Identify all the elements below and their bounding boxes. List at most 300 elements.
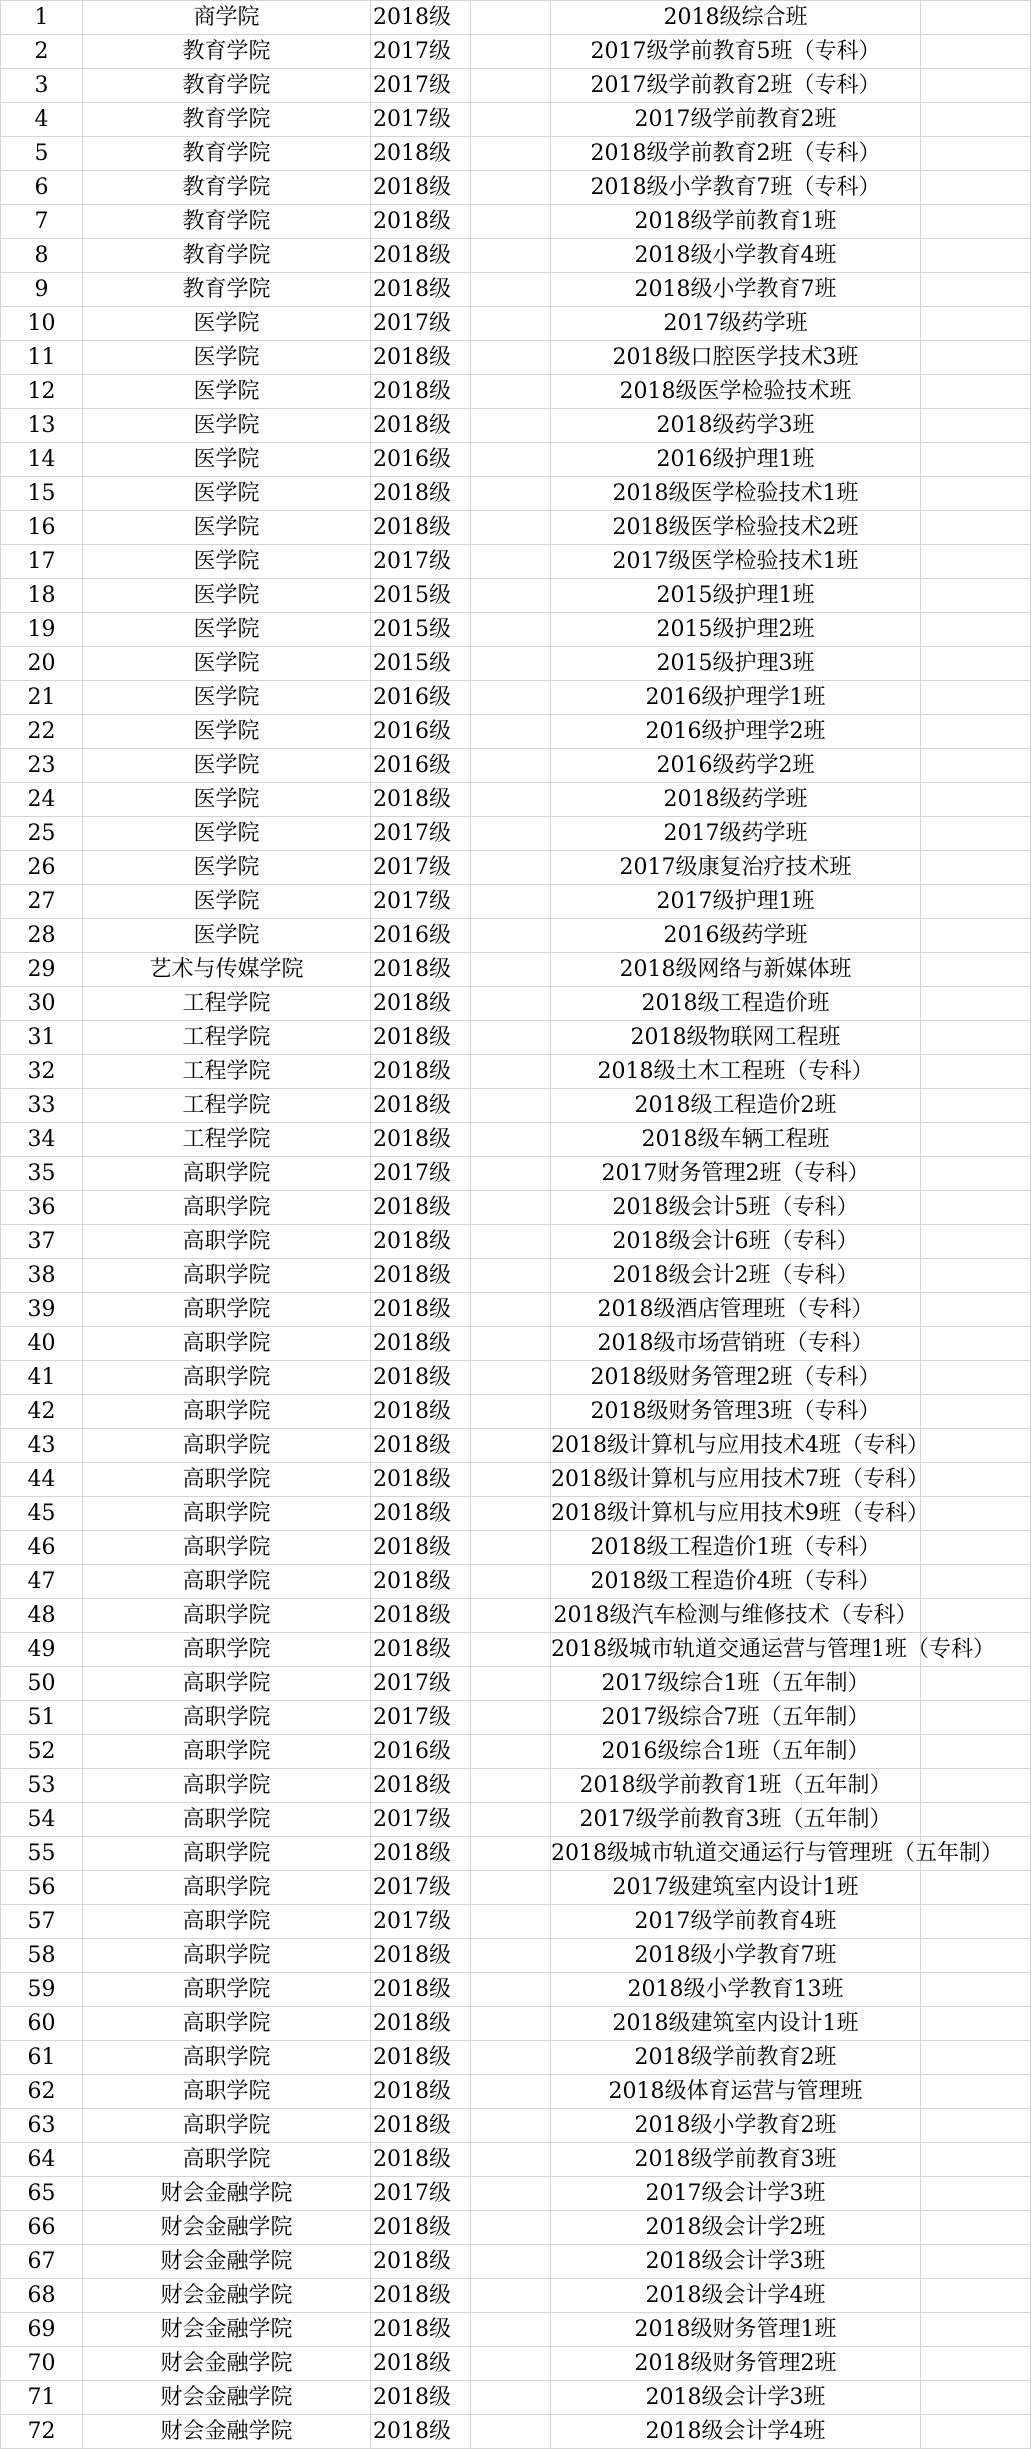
college-cell[interactable]: 财会金融学院	[83, 2279, 371, 2313]
class-name-cell[interactable]: 2018级物联网工程班	[551, 1021, 921, 1055]
grade-cell[interactable]: 2017级	[371, 69, 471, 103]
grade-cell[interactable]: 2018级	[371, 409, 471, 443]
grade-cell[interactable]: 2018级	[371, 1463, 471, 1497]
class-name-cell[interactable]: 2015级护理3班	[551, 647, 921, 681]
row-number-cell[interactable]: 30	[1, 987, 83, 1021]
empty-cell[interactable]	[471, 1021, 551, 1055]
college-cell[interactable]: 高职学院	[83, 1871, 371, 1905]
empty-cell[interactable]	[921, 1599, 1031, 1633]
class-name-cell[interactable]: 2018级酒店管理班（专科）	[551, 1293, 921, 1327]
empty-cell[interactable]	[921, 2007, 1031, 2041]
empty-cell[interactable]	[471, 1973, 551, 2007]
row-number-cell[interactable]: 59	[1, 1973, 83, 2007]
class-name-cell[interactable]: 2018级小学教育4班	[551, 239, 921, 273]
row-number-cell[interactable]: 56	[1, 1871, 83, 1905]
grade-cell[interactable]: 2018级	[371, 1021, 471, 1055]
row-number-cell[interactable]: 41	[1, 1361, 83, 1395]
row-number-cell[interactable]: 50	[1, 1667, 83, 1701]
grade-cell[interactable]: 2015级	[371, 613, 471, 647]
row-number-cell[interactable]: 5	[1, 137, 83, 171]
empty-cell[interactable]	[471, 1429, 551, 1463]
class-name-cell[interactable]: 2018级医学检验技术1班	[551, 477, 921, 511]
grade-cell[interactable]: 2018级	[371, 2279, 471, 2313]
empty-cell[interactable]	[471, 1225, 551, 1259]
college-cell[interactable]: 高职学院	[83, 1837, 371, 1871]
grade-cell[interactable]: 2017级	[371, 1701, 471, 1735]
college-cell[interactable]: 高职学院	[83, 1735, 371, 1769]
empty-cell[interactable]	[921, 2109, 1031, 2143]
grade-cell[interactable]: 2018级	[371, 1837, 471, 1871]
class-name-cell[interactable]: 2017级药学班	[551, 307, 921, 341]
empty-cell[interactable]	[921, 103, 1031, 137]
college-cell[interactable]: 医学院	[83, 681, 371, 715]
grade-cell[interactable]: 2018级	[371, 1497, 471, 1531]
grade-cell[interactable]: 2016级	[371, 919, 471, 953]
empty-cell[interactable]	[921, 681, 1031, 715]
empty-cell[interactable]	[471, 953, 551, 987]
empty-cell[interactable]	[471, 1871, 551, 1905]
college-cell[interactable]: 高职学院	[83, 2007, 371, 2041]
row-number-cell[interactable]: 33	[1, 1089, 83, 1123]
college-cell[interactable]: 教育学院	[83, 205, 371, 239]
empty-cell[interactable]	[921, 749, 1031, 783]
empty-cell[interactable]	[921, 1769, 1031, 1803]
row-number-cell[interactable]: 38	[1, 1259, 83, 1293]
row-number-cell[interactable]: 70	[1, 2347, 83, 2381]
empty-cell[interactable]	[471, 1123, 551, 1157]
class-name-cell[interactable]: 2018级小学教育7班	[551, 273, 921, 307]
row-number-cell[interactable]: 46	[1, 1531, 83, 1565]
empty-cell[interactable]	[921, 715, 1031, 749]
class-name-cell[interactable]: 2018级土木工程班（专科）	[551, 1055, 921, 1089]
empty-cell[interactable]	[921, 817, 1031, 851]
class-name-cell[interactable]: 2017级康复治疗技术班	[551, 851, 921, 885]
grade-cell[interactable]: 2018级	[371, 1565, 471, 1599]
grade-cell[interactable]: 2015级	[371, 579, 471, 613]
empty-cell[interactable]	[471, 1259, 551, 1293]
college-cell[interactable]: 高职学院	[83, 1157, 371, 1191]
empty-cell[interactable]	[471, 579, 551, 613]
row-number-cell[interactable]: 7	[1, 205, 83, 239]
grade-cell[interactable]: 2017级	[371, 35, 471, 69]
empty-cell[interactable]	[921, 2313, 1031, 2347]
empty-cell[interactable]	[471, 749, 551, 783]
empty-cell[interactable]	[921, 205, 1031, 239]
class-name-cell[interactable]: 2017级学前教育4班	[551, 1905, 921, 1939]
grade-cell[interactable]: 2017级	[371, 307, 471, 341]
empty-cell[interactable]	[471, 885, 551, 919]
grade-cell[interactable]: 2018级	[371, 1769, 471, 1803]
row-number-cell[interactable]: 58	[1, 1939, 83, 1973]
class-name-cell[interactable]: 2018级网络与新媒体班	[551, 953, 921, 987]
row-number-cell[interactable]: 54	[1, 1803, 83, 1837]
college-cell[interactable]: 财会金融学院	[83, 2211, 371, 2245]
grade-cell[interactable]: 2017级	[371, 1667, 471, 1701]
empty-cell[interactable]	[921, 1293, 1031, 1327]
empty-cell[interactable]	[921, 1735, 1031, 1769]
empty-cell[interactable]	[921, 647, 1031, 681]
empty-cell[interactable]	[921, 2143, 1031, 2177]
row-number-cell[interactable]: 45	[1, 1497, 83, 1531]
college-cell[interactable]: 医学院	[83, 851, 371, 885]
grade-cell[interactable]: 2016级	[371, 715, 471, 749]
empty-cell[interactable]	[921, 783, 1031, 817]
empty-cell[interactable]	[921, 2041, 1031, 2075]
class-name-cell[interactable]: 2015级护理1班	[551, 579, 921, 613]
empty-cell[interactable]	[471, 613, 551, 647]
empty-cell[interactable]	[471, 2245, 551, 2279]
college-cell[interactable]: 财会金融学院	[83, 2313, 371, 2347]
college-cell[interactable]: 高职学院	[83, 1939, 371, 1973]
grade-cell[interactable]: 2017级	[371, 1871, 471, 1905]
empty-cell[interactable]	[921, 1871, 1031, 1905]
grade-cell[interactable]: 2018级	[371, 2415, 471, 2449]
grade-cell[interactable]: 2017级	[371, 545, 471, 579]
row-number-cell[interactable]: 37	[1, 1225, 83, 1259]
row-number-cell[interactable]: 60	[1, 2007, 83, 2041]
class-name-cell[interactable]: 2018级城市轨道交通运营与管理1班（专科）	[551, 1633, 921, 1667]
empty-cell[interactable]	[471, 1157, 551, 1191]
grade-cell[interactable]: 2018级	[371, 477, 471, 511]
class-name-cell[interactable]: 2018级工程造价4班（专科）	[551, 1565, 921, 1599]
empty-cell[interactable]	[471, 2109, 551, 2143]
empty-cell[interactable]	[471, 715, 551, 749]
college-cell[interactable]: 工程学院	[83, 1021, 371, 1055]
college-cell[interactable]: 高职学院	[83, 1395, 371, 1429]
empty-cell[interactable]	[471, 1293, 551, 1327]
college-cell[interactable]: 医学院	[83, 715, 371, 749]
grade-cell[interactable]: 2018级	[371, 2041, 471, 2075]
class-name-cell[interactable]: 2018级会计学3班	[551, 2245, 921, 2279]
grade-cell[interactable]: 2018级	[371, 2245, 471, 2279]
row-number-cell[interactable]: 2	[1, 35, 83, 69]
empty-cell[interactable]	[471, 409, 551, 443]
class-name-cell[interactable]: 2018级口腔医学技术3班	[551, 341, 921, 375]
empty-cell[interactable]	[471, 1, 551, 35]
college-cell[interactable]: 教育学院	[83, 69, 371, 103]
grade-cell[interactable]: 2018级	[371, 171, 471, 205]
grade-cell[interactable]: 2018级	[371, 2007, 471, 2041]
empty-cell[interactable]	[471, 205, 551, 239]
row-number-cell[interactable]: 55	[1, 1837, 83, 1871]
empty-cell[interactable]	[471, 1191, 551, 1225]
empty-cell[interactable]	[471, 681, 551, 715]
empty-cell[interactable]	[471, 1327, 551, 1361]
row-number-cell[interactable]: 31	[1, 1021, 83, 1055]
row-number-cell[interactable]: 40	[1, 1327, 83, 1361]
college-cell[interactable]: 高职学院	[83, 1429, 371, 1463]
class-name-cell[interactable]: 2016级药学2班	[551, 749, 921, 783]
empty-cell[interactable]	[921, 1361, 1031, 1395]
grade-cell[interactable]: 2017级	[371, 851, 471, 885]
class-name-cell[interactable]: 2017级学前教育5班（专科）	[551, 35, 921, 69]
empty-cell[interactable]	[471, 137, 551, 171]
college-cell[interactable]: 医学院	[83, 341, 371, 375]
grade-cell[interactable]: 2018级	[371, 1633, 471, 1667]
grade-cell[interactable]: 2017级	[371, 1803, 471, 1837]
college-cell[interactable]: 高职学院	[83, 1531, 371, 1565]
empty-cell[interactable]	[471, 2313, 551, 2347]
empty-cell[interactable]	[921, 2279, 1031, 2313]
class-name-cell[interactable]: 2016级护理学2班	[551, 715, 921, 749]
row-number-cell[interactable]: 49	[1, 1633, 83, 1667]
row-number-cell[interactable]: 53	[1, 1769, 83, 1803]
empty-cell[interactable]	[921, 1701, 1031, 1735]
grade-cell[interactable]: 2017级	[371, 885, 471, 919]
empty-cell[interactable]	[921, 511, 1031, 545]
class-name-cell[interactable]: 2018级建筑室内设计1班	[551, 2007, 921, 2041]
grade-cell[interactable]: 2018级	[371, 1225, 471, 1259]
grade-cell[interactable]: 2018级	[371, 1123, 471, 1157]
class-name-cell[interactable]: 2018级工程造价2班	[551, 1089, 921, 1123]
class-name-cell[interactable]: 2018级小学教育7班	[551, 1939, 921, 1973]
row-number-cell[interactable]: 1	[1, 1, 83, 35]
row-number-cell[interactable]: 8	[1, 239, 83, 273]
empty-cell[interactable]	[921, 1497, 1031, 1531]
class-name-cell[interactable]: 2016级药学班	[551, 919, 921, 953]
empty-cell[interactable]	[921, 545, 1031, 579]
empty-cell[interactable]	[921, 1939, 1031, 1973]
row-number-cell[interactable]: 61	[1, 2041, 83, 2075]
class-name-cell[interactable]: 2017级学前教育2班	[551, 103, 921, 137]
class-name-cell[interactable]: 2018级会计2班（专科）	[551, 1259, 921, 1293]
row-number-cell[interactable]: 42	[1, 1395, 83, 1429]
grade-cell[interactable]: 2018级	[371, 1939, 471, 1973]
college-cell[interactable]: 高职学院	[83, 1361, 371, 1395]
empty-cell[interactable]	[471, 1463, 551, 1497]
row-number-cell[interactable]: 26	[1, 851, 83, 885]
college-cell[interactable]: 财会金融学院	[83, 2177, 371, 2211]
empty-cell[interactable]	[471, 2415, 551, 2449]
class-name-cell[interactable]: 2017级会计学3班	[551, 2177, 921, 2211]
empty-cell[interactable]	[471, 2177, 551, 2211]
grade-cell[interactable]: 2018级	[371, 1429, 471, 1463]
grade-cell[interactable]: 2016级	[371, 443, 471, 477]
empty-cell[interactable]	[921, 2347, 1031, 2381]
grade-cell[interactable]: 2018级	[371, 1599, 471, 1633]
grade-cell[interactable]: 2016级	[371, 749, 471, 783]
empty-cell[interactable]	[471, 1769, 551, 1803]
grade-cell[interactable]: 2018级	[371, 1, 471, 35]
college-cell[interactable]: 教育学院	[83, 171, 371, 205]
class-name-cell[interactable]: 2018级体育运营与管理班	[551, 2075, 921, 2109]
college-cell[interactable]: 工程学院	[83, 987, 371, 1021]
class-name-cell[interactable]: 2017级药学班	[551, 817, 921, 851]
empty-cell[interactable]	[471, 919, 551, 953]
class-name-cell[interactable]: 2018级综合班	[551, 1, 921, 35]
empty-cell[interactable]	[471, 273, 551, 307]
grade-cell[interactable]: 2018级	[371, 1327, 471, 1361]
college-cell[interactable]: 高职学院	[83, 1905, 371, 1939]
grade-cell[interactable]: 2018级	[371, 1395, 471, 1429]
empty-cell[interactable]	[471, 2075, 551, 2109]
empty-cell[interactable]	[921, 1191, 1031, 1225]
empty-cell[interactable]	[471, 341, 551, 375]
class-name-cell[interactable]: 2018级会计学2班	[551, 2211, 921, 2245]
college-cell[interactable]: 医学院	[83, 443, 371, 477]
grade-cell[interactable]: 2018级	[371, 783, 471, 817]
row-number-cell[interactable]: 65	[1, 2177, 83, 2211]
row-number-cell[interactable]: 32	[1, 1055, 83, 1089]
row-number-cell[interactable]: 11	[1, 341, 83, 375]
row-number-cell[interactable]: 3	[1, 69, 83, 103]
college-cell[interactable]: 高职学院	[83, 1327, 371, 1361]
class-name-cell[interactable]: 2017财务管理2班（专科）	[551, 1157, 921, 1191]
college-cell[interactable]: 高职学院	[83, 2041, 371, 2075]
empty-cell[interactable]	[471, 2211, 551, 2245]
college-cell[interactable]: 医学院	[83, 817, 371, 851]
row-number-cell[interactable]: 16	[1, 511, 83, 545]
college-cell[interactable]: 高职学院	[83, 1463, 371, 1497]
class-name-cell[interactable]: 2018级药学3班	[551, 409, 921, 443]
grade-cell[interactable]: 2018级	[371, 2075, 471, 2109]
empty-cell[interactable]	[921, 1055, 1031, 1089]
empty-cell[interactable]	[921, 1803, 1031, 1837]
college-cell[interactable]: 高职学院	[83, 2109, 371, 2143]
empty-cell[interactable]	[921, 1905, 1031, 1939]
grade-cell[interactable]: 2018级	[371, 273, 471, 307]
college-cell[interactable]: 高职学院	[83, 2075, 371, 2109]
class-name-cell[interactable]: 2018级计算机与应用技术4班（专科）	[551, 1429, 921, 1463]
empty-cell[interactable]	[921, 2075, 1031, 2109]
empty-cell[interactable]	[921, 1157, 1031, 1191]
row-number-cell[interactable]: 4	[1, 103, 83, 137]
college-cell[interactable]: 教育学院	[83, 35, 371, 69]
college-cell[interactable]: 工程学院	[83, 1123, 371, 1157]
empty-cell[interactable]	[921, 987, 1031, 1021]
college-cell[interactable]: 医学院	[83, 545, 371, 579]
grade-cell[interactable]: 2015级	[371, 647, 471, 681]
empty-cell[interactable]	[921, 137, 1031, 171]
college-cell[interactable]: 工程学院	[83, 1055, 371, 1089]
row-number-cell[interactable]: 57	[1, 1905, 83, 1939]
class-name-cell[interactable]: 2018级市场营销班（专科）	[551, 1327, 921, 1361]
empty-cell[interactable]	[921, 477, 1031, 511]
row-number-cell[interactable]: 64	[1, 2143, 83, 2177]
empty-cell[interactable]	[921, 2381, 1031, 2415]
row-number-cell[interactable]: 34	[1, 1123, 83, 1157]
class-name-cell[interactable]: 2018级汽车检测与维修技术（专科）	[551, 1599, 921, 1633]
college-cell[interactable]: 医学院	[83, 511, 371, 545]
empty-cell[interactable]	[471, 987, 551, 1021]
empty-cell[interactable]	[921, 35, 1031, 69]
college-cell[interactable]: 医学院	[83, 885, 371, 919]
college-cell[interactable]: 工程学院	[83, 1089, 371, 1123]
college-cell[interactable]: 高职学院	[83, 1633, 371, 1667]
row-number-cell[interactable]: 36	[1, 1191, 83, 1225]
grade-cell[interactable]: 2018级	[371, 239, 471, 273]
grade-cell[interactable]: 2017级	[371, 1905, 471, 1939]
class-name-cell[interactable]: 2018级计算机与应用技术7班（专科）	[551, 1463, 921, 1497]
college-cell[interactable]: 高职学院	[83, 1667, 371, 1701]
empty-cell[interactable]	[471, 783, 551, 817]
empty-cell[interactable]	[471, 35, 551, 69]
row-number-cell[interactable]: 67	[1, 2245, 83, 2279]
college-cell[interactable]: 商学院	[83, 1, 371, 35]
college-cell[interactable]: 医学院	[83, 749, 371, 783]
row-number-cell[interactable]: 71	[1, 2381, 83, 2415]
college-cell[interactable]: 医学院	[83, 477, 371, 511]
row-number-cell[interactable]: 13	[1, 409, 83, 443]
empty-cell[interactable]	[471, 239, 551, 273]
empty-cell[interactable]	[471, 2143, 551, 2177]
class-name-cell[interactable]: 2018级会计学4班	[551, 2415, 921, 2449]
class-name-cell[interactable]: 2018级会计5班（专科）	[551, 1191, 921, 1225]
row-number-cell[interactable]: 6	[1, 171, 83, 205]
empty-cell[interactable]	[921, 1667, 1031, 1701]
empty-cell[interactable]	[471, 817, 551, 851]
empty-cell[interactable]	[471, 1531, 551, 1565]
row-number-cell[interactable]: 28	[1, 919, 83, 953]
empty-cell[interactable]	[471, 647, 551, 681]
grade-cell[interactable]: 2018级	[371, 2347, 471, 2381]
class-name-cell[interactable]: 2018级财务管理2班（专科）	[551, 1361, 921, 1395]
row-number-cell[interactable]: 24	[1, 783, 83, 817]
empty-cell[interactable]	[471, 1633, 551, 1667]
college-cell[interactable]: 财会金融学院	[83, 2381, 371, 2415]
row-number-cell[interactable]: 43	[1, 1429, 83, 1463]
grade-cell[interactable]: 2017级	[371, 2177, 471, 2211]
class-name-cell[interactable]: 2018级会计学4班	[551, 2279, 921, 2313]
college-cell[interactable]: 医学院	[83, 409, 371, 443]
class-name-cell[interactable]: 2018级工程造价1班（专科）	[551, 1531, 921, 1565]
class-name-cell[interactable]: 2016级综合1班（五年制）	[551, 1735, 921, 1769]
college-cell[interactable]: 高职学院	[83, 1701, 371, 1735]
grade-cell[interactable]: 2018级	[371, 2313, 471, 2347]
row-number-cell[interactable]: 21	[1, 681, 83, 715]
empty-cell[interactable]	[471, 1497, 551, 1531]
row-number-cell[interactable]: 69	[1, 2313, 83, 2347]
class-name-cell[interactable]: 2016级护理1班	[551, 443, 921, 477]
college-cell[interactable]: 高职学院	[83, 1259, 371, 1293]
grade-cell[interactable]: 2017级	[371, 817, 471, 851]
empty-cell[interactable]	[921, 341, 1031, 375]
empty-cell[interactable]	[921, 2415, 1031, 2449]
empty-cell[interactable]	[471, 1735, 551, 1769]
class-name-cell[interactable]: 2017级学前教育3班（五年制）	[551, 1803, 921, 1837]
empty-cell[interactable]	[471, 1701, 551, 1735]
empty-cell[interactable]	[471, 1055, 551, 1089]
college-cell[interactable]: 高职学院	[83, 1803, 371, 1837]
empty-cell[interactable]	[921, 443, 1031, 477]
empty-cell[interactable]	[921, 69, 1031, 103]
college-cell[interactable]: 财会金融学院	[83, 2415, 371, 2449]
grade-cell[interactable]: 2018级	[371, 205, 471, 239]
empty-cell[interactable]	[921, 1395, 1031, 1429]
row-number-cell[interactable]: 17	[1, 545, 83, 579]
row-number-cell[interactable]: 48	[1, 1599, 83, 1633]
class-name-cell[interactable]: 2018级会计学3班	[551, 2381, 921, 2415]
college-cell[interactable]: 医学院	[83, 307, 371, 341]
college-cell[interactable]: 高职学院	[83, 1599, 371, 1633]
class-name-cell[interactable]: 2017级综合7班（五年制）	[551, 1701, 921, 1735]
row-number-cell[interactable]: 22	[1, 715, 83, 749]
row-number-cell[interactable]: 29	[1, 953, 83, 987]
row-number-cell[interactable]: 72	[1, 2415, 83, 2449]
empty-cell[interactable]	[471, 103, 551, 137]
class-name-cell[interactable]: 2018级会计6班（专科）	[551, 1225, 921, 1259]
class-name-cell[interactable]: 2018级医学检验技术班	[551, 375, 921, 409]
empty-cell[interactable]	[471, 1599, 551, 1633]
empty-cell[interactable]	[921, 2245, 1031, 2279]
class-name-cell[interactable]: 2017级综合1班（五年制）	[551, 1667, 921, 1701]
class-name-cell[interactable]: 2018级小学教育7班（专科）	[551, 171, 921, 205]
class-name-cell[interactable]: 2018级财务管理3班（专科）	[551, 1395, 921, 1429]
college-cell[interactable]: 高职学院	[83, 1225, 371, 1259]
empty-cell[interactable]	[921, 1089, 1031, 1123]
college-cell[interactable]: 医学院	[83, 579, 371, 613]
grade-cell[interactable]: 2018级	[371, 1191, 471, 1225]
